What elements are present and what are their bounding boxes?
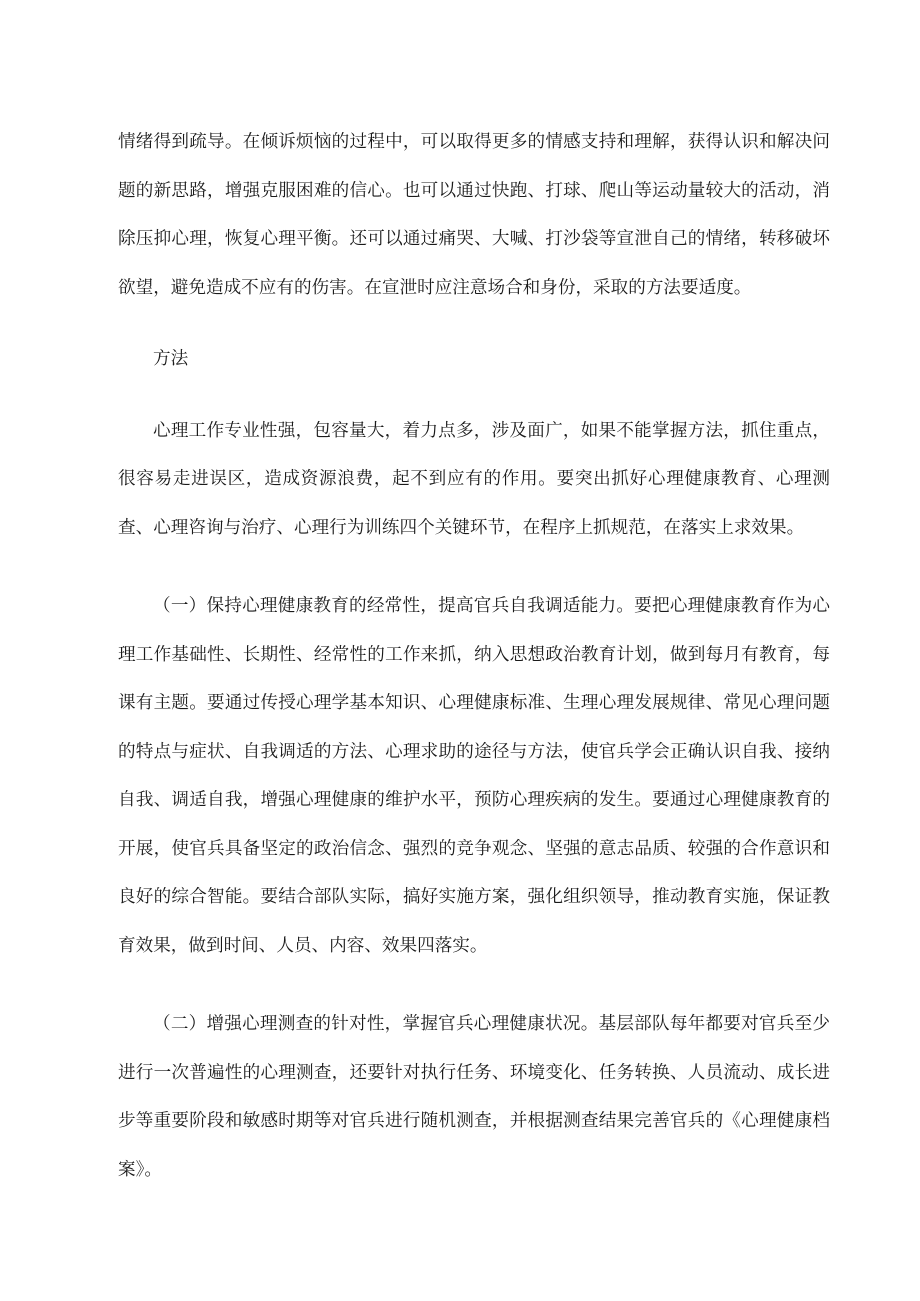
- paragraph-psych-testing: （二）增强心理测查的针对性，掌握官兵心理健康状况。基层部队每年都要对官兵至少进行一次普遍性的心理测查，还要针对执行任务、环境变化、任务转换、人员流动、成长进步等重要阶段和敏感时期等对官兵进行随机测查，并根据测查结果完善官兵的《心理健康档案》。: [118, 1014, 830, 1180]
- paragraph-methods-intro: 心理工作专业性强，包容量大，着力点多，涉及面广，如果不能掌握方法，抓住重点，很容易走进误区，造成资源浪费，起不到应有的作用。要突出抓好心理健康教育、心理测查、心理咨询与治疗、心理行为训练四个关键环节，在程序上抓规范，在落实上求效果。: [118, 420, 830, 538]
- paragraph-health-education: （一）保持心理健康教育的经常性，提高官兵自我调适能力。要把心理健康教育作为心理工作基础性、长期性、经常性的工作来抓，纳入思想政治教育计划，做到每月有教育，每课有主题。要通过传授心理学基本知识、心理健康标准、生理心理发展规律、常见心理问题的特点与症状、自我调适的方法、心理求助的途径与方法，使官兵学会正确认识自我、接纳自我、调适自我，增强心理健康的维护水平，预防心理疾病的发生。要通过心理健康教育的开展，使官兵具备坚定的政治信念、强烈的竞争观念、坚强的意志品质、较强的合作意识和良好的综合智能。要结合部队实际，搞好实施方案，强化组织领导，推动教育实施，保证教育效果，做到时间、人员、内容、效果四落实。: [118, 596, 830, 956]
- document-body: [118, 118, 830, 1194]
- section-heading-methods: 方法: [153, 349, 189, 369]
- paragraph-emotional-release: 情绪得到疏导。在倾诉烦恼的过程中，可以取得更多的情感支持和理解，获得认识和解决问题的新思路，增强克服困难的信心。也可以通过快跑、打球、爬山等运动量较大的活动，消除压抑心理，恢复心理平衡。还可以通过痛哭、大喊、打沙袋等宣泄自己的情绪，转移破坏欲望，避免造成不应有的伤害。在宣泄时应注意场合和身份，采取的方法要适度。: [118, 132, 830, 298]
